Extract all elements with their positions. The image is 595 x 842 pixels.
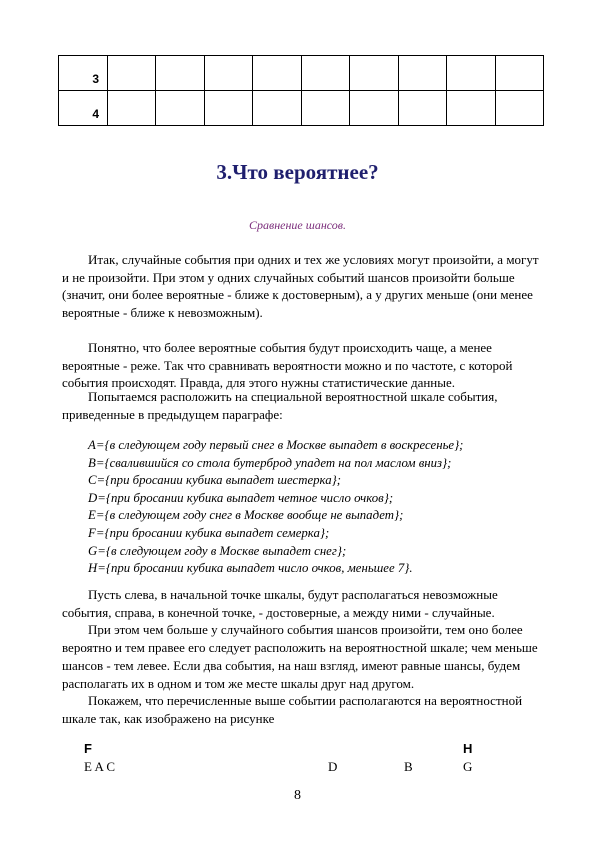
table-cell — [156, 91, 204, 126]
table-cell — [398, 91, 446, 126]
table-cell — [447, 91, 495, 126]
scale-label-h: H — [463, 741, 473, 756]
table-cell — [108, 56, 156, 91]
list-item: G={в следующем году в Москве выпадет снег}; — [88, 543, 347, 558]
table-cell — [156, 56, 204, 91]
list-item: B={свалившийся со стола бутерброд упадет на пол маслом вниз}; — [88, 455, 452, 470]
scale-label-b: B — [404, 759, 413, 774]
scale-label-f: F — [84, 741, 92, 756]
paragraph-text: Пусть слева, в начальной точке шкалы, будут располагаться невозможные события, справа, в конечной точке, - достоверные, а между ними - случайные. — [62, 587, 498, 620]
page-number: 8 — [294, 788, 301, 803]
list-item: E={в следующем году снег в Москве вообще не выпадет}; — [88, 508, 404, 523]
table-cell — [301, 56, 349, 91]
table-cell — [350, 91, 398, 126]
paragraph-intro: Итак, случайные события при одних и тех же условиях могут произойти, а могут и не произойти. При этом у одних случайных событий шансов произойти больше (значит, они более вероятные - ближе к достоверным), а у других меньше (они менее вероятные - ближе к невозможным). — [62, 252, 539, 321]
table-row — [59, 56, 544, 91]
paragraph-frequency: Понятно, что более вероятные события будут происходить чаще, а менее вероятные - реже. Так что сравнивать вероятности можно и по частоте, с которой события происходят. Правда, для этого нужны статистические данные. — [62, 340, 513, 391]
table-cell — [108, 91, 156, 126]
probability-table — [58, 55, 544, 126]
table-cell — [495, 56, 544, 91]
section-title: 3.Что вероятнее? — [216, 160, 379, 184]
list-item: D={при бросании кубика выпадет четное число очков}; — [88, 490, 394, 505]
scale-label-g: G — [463, 759, 473, 774]
list-item: A={в следующем году первый снег в Москве выпадет в воскресенье}; — [88, 438, 464, 452]
scale-label-d: D — [328, 759, 338, 774]
table-cell — [204, 91, 252, 126]
list-item: C={при бросании кубика выпадет шестерка}; — [88, 473, 341, 488]
table-cell — [253, 56, 301, 91]
paragraph-text: При этом чем больше у случайного события шансов произойти, тем оно более вероятно и тем правее его следует расположить на вероятностной шкале; чем меньше шансов - тем левее. Если два события, на наш взгляд, имеют равные шансы, будем располагать их в одном и том же месте шкалы друг над другом. — [62, 622, 538, 691]
paragraph-scale-ends — [62, 586, 542, 728]
event-list — [88, 437, 548, 578]
table-cell — [495, 91, 544, 126]
table-row — [59, 91, 544, 126]
table-cell — [350, 56, 398, 91]
table-cell — [447, 56, 495, 91]
section-subtitle: Сравнение шансов. — [248, 218, 347, 232]
table-cell — [253, 91, 301, 126]
scale-label-eac: E A C — [84, 759, 116, 774]
table-cell — [204, 56, 252, 91]
table-cell — [301, 91, 349, 126]
list-item: H={при бросании кубика выпадет число очков, меньшее 7}. — [88, 561, 413, 576]
row-label: 4 — [59, 91, 108, 126]
table-cell — [398, 56, 446, 91]
list-item: F={при бросании кубика выпадет семерка}; — [88, 525, 330, 540]
paragraph-scale-intro: Попытаемся расположить на специальной вероятностной шкале события, приведенные в предыдущем параграфе: — [62, 389, 498, 422]
row-label: 3 — [59, 56, 108, 91]
paragraph-text: Покажем, что перечисленные выше событии располагаются на вероятностной шкале так, как изображено на рисунке — [62, 693, 523, 726]
